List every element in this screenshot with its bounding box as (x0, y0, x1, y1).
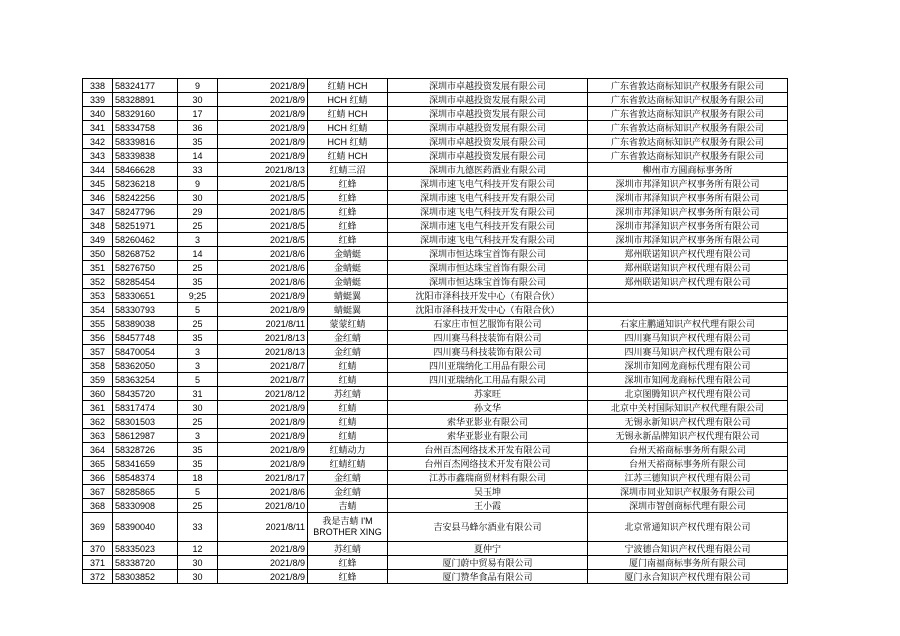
trademark-cell: 红蜻 (308, 359, 388, 373)
table-row (83, 429, 788, 443)
trademark-cell: 红蜻 (308, 415, 388, 429)
date-cell: 2021/8/7 (218, 373, 308, 387)
registration-number-cell: 58338720 (113, 556, 178, 570)
class-cell: 18 (178, 471, 218, 485)
registration-number-cell: 58457748 (113, 331, 178, 345)
trademark-cell: 金红蜻 (308, 345, 388, 359)
registration-number-cell: 58612987 (113, 429, 178, 443)
registration-number-cell: 58341659 (113, 457, 178, 471)
date-cell: 2021/8/5 (218, 233, 308, 247)
row-index-cell: 343 (83, 149, 113, 163)
applicant-cell: 厦门赞华食品有限公司 (388, 570, 588, 584)
trademark-cell: 我是吉蜻 I'M BROTHER XING (308, 513, 388, 542)
trademark-cell: 红蜻 (308, 429, 388, 443)
applicant-cell: 深圳市卓越投资发展有限公司 (388, 121, 588, 135)
date-cell: 2021/8/9 (218, 121, 308, 135)
row-index-cell: 365 (83, 457, 113, 471)
table-row (83, 289, 788, 303)
registration-number-cell: 58328726 (113, 443, 178, 457)
date-cell: 2021/8/11 (218, 317, 308, 331)
applicant-cell: 台州百杰网络技术开发有限公司 (388, 457, 588, 471)
applicant-cell: 深圳市恒达珠宝首饰有限公司 (388, 261, 588, 275)
registration-number-cell: 58317474 (113, 401, 178, 415)
trademark-cell: 红蜻红蜻 (308, 457, 388, 471)
trademark-table-sheet (82, 78, 787, 584)
date-cell: 2021/8/6 (218, 247, 308, 261)
registration-number-cell: 58276750 (113, 261, 178, 275)
registration-number-cell: 58303852 (113, 570, 178, 584)
class-cell: 25 (178, 219, 218, 233)
trademark-cell: 红蜂 (308, 556, 388, 570)
row-index-cell: 352 (83, 275, 113, 289)
date-cell: 2021/8/9 (218, 429, 308, 443)
applicant-cell: 吴玉坤 (388, 485, 588, 499)
registration-number-cell: 58236218 (113, 177, 178, 191)
table-row (83, 79, 788, 93)
date-cell: 2021/8/5 (218, 177, 308, 191)
class-cell: 9 (178, 177, 218, 191)
date-cell: 2021/8/13 (218, 331, 308, 345)
agency-cell (588, 289, 788, 303)
table-row (83, 443, 788, 457)
applicant-cell: 四川赛马科技装饰有限公司 (388, 331, 588, 345)
date-cell: 2021/8/11 (218, 513, 308, 542)
agency-cell: 石家庄鹏通知识产权代理有限公司 (588, 317, 788, 331)
class-cell: 33 (178, 163, 218, 177)
trademark-cell: 红蜻 HCH (308, 79, 388, 93)
agency-cell: 台州天裕商标事务所有限公司 (588, 443, 788, 457)
date-cell: 2021/8/9 (218, 401, 308, 415)
date-cell: 2021/8/9 (218, 93, 308, 107)
row-index-cell: 346 (83, 191, 113, 205)
registration-number-cell: 58285865 (113, 485, 178, 499)
trademark-cell: HCH 红蜻 (308, 135, 388, 149)
row-index-cell: 342 (83, 135, 113, 149)
registration-number-cell: 58330793 (113, 303, 178, 317)
table-row (83, 345, 788, 359)
table-row (83, 570, 788, 584)
row-index-cell: 350 (83, 247, 113, 261)
agency-cell: 厦门南福商标事务所有限公司 (588, 556, 788, 570)
trademark-cell: 红蜂 (308, 205, 388, 219)
class-cell: 35 (178, 135, 218, 149)
table-row (83, 135, 788, 149)
applicant-cell: 深圳市速飞电气科技开发有限公司 (388, 233, 588, 247)
row-index-cell: 351 (83, 261, 113, 275)
agency-cell: 深圳市邦泽知识产权事务所有限公司 (588, 205, 788, 219)
registration-number-cell: 58247796 (113, 205, 178, 219)
row-index-cell: 340 (83, 107, 113, 121)
date-cell: 2021/8/9 (218, 556, 308, 570)
table-row (83, 275, 788, 289)
agency-cell: 四川赛马知识产权代理有限公司 (588, 331, 788, 345)
date-cell: 2021/8/9 (218, 107, 308, 121)
class-cell: 30 (178, 93, 218, 107)
registration-number-cell: 58334758 (113, 121, 178, 135)
row-index-cell: 361 (83, 401, 113, 415)
trademark-cell: 红蜂 (308, 191, 388, 205)
row-index-cell: 371 (83, 556, 113, 570)
applicant-cell: 深圳市速飞电气科技开发有限公司 (388, 177, 588, 191)
registration-number-cell: 58285454 (113, 275, 178, 289)
row-index-cell: 356 (83, 331, 113, 345)
table-row (83, 121, 788, 135)
table-row (83, 107, 788, 121)
registration-number-cell: 58390040 (113, 513, 178, 542)
applicant-cell: 四川赛马科技装饰有限公司 (388, 345, 588, 359)
applicant-cell: 孙文华 (388, 401, 588, 415)
applicant-cell: 苏家旺 (388, 387, 588, 401)
table-row (83, 485, 788, 499)
applicant-cell: 深圳市卓越投资发展有限公司 (388, 79, 588, 93)
agency-cell: 广东省敦达商标知识产权服务有限公司 (588, 79, 788, 93)
registration-number-cell: 58389038 (113, 317, 178, 331)
agency-cell: 广东省敦达商标知识产权服务有限公司 (588, 93, 788, 107)
agency-cell: 深圳市邦泽知识产权事务所有限公司 (588, 219, 788, 233)
trademark-cell: 苏红蜻 (308, 387, 388, 401)
row-index-cell: 357 (83, 345, 113, 359)
registration-number-cell: 58466628 (113, 163, 178, 177)
class-cell: 17 (178, 107, 218, 121)
table-row (83, 303, 788, 317)
agency-cell: 厦门永合知识产权代理有限公司 (588, 570, 788, 584)
row-index-cell: 345 (83, 177, 113, 191)
class-cell: 9;25 (178, 289, 218, 303)
agency-cell: 无锡永新品牌知识产权代理有限公司 (588, 429, 788, 443)
trademark-cell: 红蜻 HCH (308, 107, 388, 121)
class-cell: 5 (178, 485, 218, 499)
class-cell: 25 (178, 261, 218, 275)
trademark-cell: 红蜻动力 (308, 443, 388, 457)
trademark-cell: 金红蜻 (308, 485, 388, 499)
table-row (83, 149, 788, 163)
row-index-cell: 362 (83, 415, 113, 429)
agency-cell: 广东省敦达商标知识产权服务有限公司 (588, 149, 788, 163)
registration-number-cell: 58339838 (113, 149, 178, 163)
date-cell: 2021/8/5 (218, 191, 308, 205)
row-index-cell: 355 (83, 317, 113, 331)
class-cell: 14 (178, 247, 218, 261)
table-body (83, 79, 788, 584)
trademark-cell: 红蜻 (308, 373, 388, 387)
class-cell: 3 (178, 345, 218, 359)
trademark-cell: 金蜻蜓 (308, 261, 388, 275)
agency-cell: 广东省敦达商标知识产权服务有限公司 (588, 121, 788, 135)
class-cell: 5 (178, 373, 218, 387)
table-row (83, 93, 788, 107)
applicant-cell: 四川亚瑞纳化工用品有限公司 (388, 359, 588, 373)
row-index-cell: 341 (83, 121, 113, 135)
date-cell: 2021/8/9 (218, 303, 308, 317)
applicant-cell: 石家庄市恒艺服饰有限公司 (388, 317, 588, 331)
trademark-cell: 蜻蜓翼 (308, 303, 388, 317)
table-row (83, 191, 788, 205)
agency-cell: 郑州联诺知识产权代理有限公司 (588, 261, 788, 275)
date-cell: 2021/8/6 (218, 275, 308, 289)
trademark-cell: 蜻蜓翼 (308, 289, 388, 303)
agency-cell: 广东省敦达商标知识产权服务有限公司 (588, 107, 788, 121)
row-index-cell: 366 (83, 471, 113, 485)
date-cell: 2021/8/6 (218, 485, 308, 499)
agency-cell: 江苏三德知识产权代理有限公司 (588, 471, 788, 485)
agency-cell: 深圳市知网龙商标代理有限公司 (588, 373, 788, 387)
table-row (83, 471, 788, 485)
agency-cell: 北京常通知识产权代理有限公司 (588, 513, 788, 542)
applicant-cell: 夏仲宁 (388, 542, 588, 556)
applicant-cell: 深圳市恒达珠宝首饰有限公司 (388, 247, 588, 261)
applicant-cell: 深圳市卓越投资发展有限公司 (388, 93, 588, 107)
agency-cell: 无锡永新知识产权代理有限公司 (588, 415, 788, 429)
table-row (83, 457, 788, 471)
date-cell: 2021/8/9 (218, 570, 308, 584)
registration-number-cell: 58324177 (113, 79, 178, 93)
applicant-cell: 深圳市速飞电气科技开发有限公司 (388, 191, 588, 205)
date-cell: 2021/8/9 (218, 443, 308, 457)
applicant-cell: 深圳市九德医药酒业有限公司 (388, 163, 588, 177)
class-cell: 14 (178, 149, 218, 163)
agency-cell: 深圳市邦泽知识产权事务所有限公司 (588, 177, 788, 191)
trademark-cell: 红蜂 (308, 219, 388, 233)
table-row (83, 415, 788, 429)
class-cell: 31 (178, 387, 218, 401)
class-cell: 30 (178, 556, 218, 570)
applicant-cell: 沈阳市泽科技开发中心（有限合伙） (388, 303, 588, 317)
trademark-cell: 金蜻蜓 (308, 247, 388, 261)
row-index-cell: 358 (83, 359, 113, 373)
row-index-cell: 367 (83, 485, 113, 499)
agency-cell: 北京图腾知识产权代理有限公司 (588, 387, 788, 401)
table-row (83, 233, 788, 247)
row-index-cell: 344 (83, 163, 113, 177)
registration-number-cell: 58330651 (113, 289, 178, 303)
class-cell: 33 (178, 513, 218, 542)
class-cell: 25 (178, 499, 218, 513)
date-cell: 2021/8/5 (218, 205, 308, 219)
registration-number-cell: 58329160 (113, 107, 178, 121)
class-cell: 30 (178, 570, 218, 584)
applicant-cell: 深圳市恒达珠宝首饰有限公司 (388, 275, 588, 289)
applicant-cell: 深圳市卓越投资发展有限公司 (388, 149, 588, 163)
trademark-cell: 金蜻蜓 (308, 275, 388, 289)
class-cell: 35 (178, 457, 218, 471)
trademark-cell: 红蜻 (308, 401, 388, 415)
class-cell: 30 (178, 401, 218, 415)
row-index-cell: 359 (83, 373, 113, 387)
trademark-cell: HCH 红蜻 (308, 93, 388, 107)
date-cell: 2021/8/9 (218, 149, 308, 163)
trademark-cell: HCH 红蜻 (308, 121, 388, 135)
class-cell: 30 (178, 191, 218, 205)
table-row (83, 177, 788, 191)
table-row (83, 317, 788, 331)
trademark-table (82, 78, 788, 584)
row-index-cell: 339 (83, 93, 113, 107)
applicant-cell: 沈阳市泽科技开发中心（有限合伙） (388, 289, 588, 303)
class-cell: 29 (178, 205, 218, 219)
agency-cell: 深圳市同业知识产权服务有限公司 (588, 485, 788, 499)
date-cell: 2021/8/9 (218, 542, 308, 556)
registration-number-cell: 58470054 (113, 345, 178, 359)
applicant-cell: 深圳市卓越投资发展有限公司 (388, 135, 588, 149)
table-row (83, 261, 788, 275)
class-cell: 9 (178, 79, 218, 93)
row-index-cell: 349 (83, 233, 113, 247)
table-row (83, 219, 788, 233)
class-cell: 3 (178, 429, 218, 443)
row-index-cell: 363 (83, 429, 113, 443)
applicant-cell: 吉安县马蜂尔酒业有限公司 (388, 513, 588, 542)
date-cell: 2021/8/9 (218, 135, 308, 149)
agency-cell: 深圳市邦泽知识产权事务所有限公司 (588, 191, 788, 205)
applicant-cell: 深圳市速飞电气科技开发有限公司 (388, 205, 588, 219)
table-row (83, 401, 788, 415)
trademark-cell: 金红蜻 (308, 331, 388, 345)
date-cell: 2021/8/9 (218, 79, 308, 93)
date-cell: 2021/8/7 (218, 359, 308, 373)
class-cell: 35 (178, 275, 218, 289)
agency-cell: 深圳市智创商标代理有限公司 (588, 499, 788, 513)
class-cell: 12 (178, 542, 218, 556)
table-row (83, 205, 788, 219)
registration-number-cell: 58362050 (113, 359, 178, 373)
table-row (83, 247, 788, 261)
row-index-cell: 372 (83, 570, 113, 584)
row-index-cell: 360 (83, 387, 113, 401)
class-cell: 5 (178, 303, 218, 317)
applicant-cell: 厦门蔚中贸易有限公司 (388, 556, 588, 570)
applicant-cell: 索华亚影业有限公司 (388, 415, 588, 429)
agency-cell: 宁波德合知识产权代理有限公司 (588, 542, 788, 556)
row-index-cell: 338 (83, 79, 113, 93)
registration-number-cell: 58301503 (113, 415, 178, 429)
table-row (83, 387, 788, 401)
table-row (83, 331, 788, 345)
class-cell: 35 (178, 443, 218, 457)
trademark-cell: 金红蜻 (308, 471, 388, 485)
applicant-cell: 江苏市鑫瑞商贸材料有限公司 (388, 471, 588, 485)
applicant-cell: 四川亚瑞纳化工用品有限公司 (388, 373, 588, 387)
applicant-cell: 索华亚影业有限公司 (388, 429, 588, 443)
date-cell: 2021/8/17 (218, 471, 308, 485)
table-row (83, 556, 788, 570)
agency-cell: 郑州联诺知识产权代理有限公司 (588, 275, 788, 289)
agency-cell: 四川赛马知识产权代理有限公司 (588, 345, 788, 359)
agency-cell: 台州天裕商标事务所有限公司 (588, 457, 788, 471)
trademark-cell: 红蜂 (308, 570, 388, 584)
registration-number-cell: 58251971 (113, 219, 178, 233)
registration-number-cell: 58548374 (113, 471, 178, 485)
trademark-cell: 蒙蒙红蜻 (308, 317, 388, 331)
applicant-cell: 台州百杰网络技术开发有限公司 (388, 443, 588, 457)
class-cell: 3 (178, 233, 218, 247)
registration-number-cell: 58260462 (113, 233, 178, 247)
agency-cell: 北京中关村国际知识产权代理有限公司 (588, 401, 788, 415)
agency-cell: 柳州市方圆商标事务所 (588, 163, 788, 177)
trademark-cell: 吉蜻 (308, 499, 388, 513)
trademark-cell: 红蜻三沼 (308, 163, 388, 177)
class-cell: 36 (178, 121, 218, 135)
row-index-cell: 368 (83, 499, 113, 513)
registration-number-cell: 58328891 (113, 93, 178, 107)
trademark-cell: 红蜂 (308, 233, 388, 247)
date-cell: 2021/8/10 (218, 499, 308, 513)
applicant-cell: 深圳市卓越投资发展有限公司 (388, 107, 588, 121)
registration-number-cell: 58330908 (113, 499, 178, 513)
class-cell: 35 (178, 331, 218, 345)
date-cell: 2021/8/13 (218, 345, 308, 359)
row-index-cell: 347 (83, 205, 113, 219)
class-cell: 25 (178, 415, 218, 429)
agency-cell (588, 303, 788, 317)
row-index-cell: 354 (83, 303, 113, 317)
registration-number-cell: 58339816 (113, 135, 178, 149)
applicant-cell: 王小霞 (388, 499, 588, 513)
agency-cell: 郑州联诺知识产权代理有限公司 (588, 247, 788, 261)
table-row (83, 359, 788, 373)
agency-cell: 深圳市知网龙商标代理有限公司 (588, 359, 788, 373)
registration-number-cell: 58242256 (113, 191, 178, 205)
class-cell: 25 (178, 317, 218, 331)
row-index-cell: 369 (83, 513, 113, 542)
agency-cell: 广东省敦达商标知识产权服务有限公司 (588, 135, 788, 149)
trademark-cell: 苏红蜻 (308, 542, 388, 556)
registration-number-cell: 58435720 (113, 387, 178, 401)
registration-number-cell: 58335023 (113, 542, 178, 556)
date-cell: 2021/8/9 (218, 457, 308, 471)
class-cell: 3 (178, 359, 218, 373)
trademark-cell: 红蜻 HCH (308, 149, 388, 163)
row-index-cell: 370 (83, 542, 113, 556)
table-row (83, 499, 788, 513)
date-cell: 2021/8/12 (218, 387, 308, 401)
date-cell: 2021/8/6 (218, 261, 308, 275)
trademark-cell: 红蜂 (308, 177, 388, 191)
registration-number-cell: 58268752 (113, 247, 178, 261)
date-cell: 2021/8/5 (218, 219, 308, 233)
table-row (83, 373, 788, 387)
date-cell: 2021/8/9 (218, 415, 308, 429)
registration-number-cell: 58363254 (113, 373, 178, 387)
row-index-cell: 353 (83, 289, 113, 303)
row-index-cell: 348 (83, 219, 113, 233)
agency-cell: 深圳市邦泽知识产权事务所有限公司 (588, 233, 788, 247)
table-row (83, 542, 788, 556)
applicant-cell: 深圳市速飞电气科技开发有限公司 (388, 219, 588, 233)
table-row (83, 513, 788, 542)
date-cell: 2021/8/9 (218, 289, 308, 303)
date-cell: 2021/8/13 (218, 163, 308, 177)
table-row (83, 163, 788, 177)
row-index-cell: 364 (83, 443, 113, 457)
